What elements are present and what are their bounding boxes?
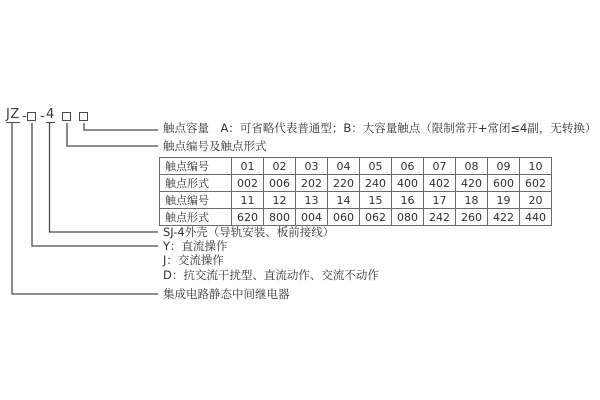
table-cell: 05: [360, 158, 392, 175]
row-header: 触点编号: [160, 192, 232, 209]
table-cell: 004: [296, 209, 328, 226]
table-cell: 800: [264, 209, 296, 226]
table-cell: 620: [232, 209, 264, 226]
table-cell: 220: [328, 175, 360, 192]
table-cell: 20: [520, 192, 552, 209]
annotation-product-name: 集成电路静态中间继电器: [163, 287, 290, 301]
table-cell: 04: [328, 158, 360, 175]
table-cell: 17: [424, 192, 456, 209]
table-cell: 18: [456, 192, 488, 209]
annotation-case: SJ-4外壳（导轨安装、板前接线）: [163, 225, 335, 239]
model-dash-1: -: [22, 109, 28, 124]
table-cell: 16: [392, 192, 424, 209]
table-cell: 060: [328, 209, 360, 226]
table-cell: 240: [360, 175, 392, 192]
table-cell: 12: [264, 192, 296, 209]
row-header: 触点形式: [160, 175, 232, 192]
contact-capacity-placeholder-box: [79, 112, 88, 121]
table-cell: 06: [392, 158, 424, 175]
leader-product-name-line: [12, 123, 158, 295]
table-cell: 260: [456, 209, 488, 226]
table-cell: 080: [392, 209, 424, 226]
annotation-anti-interference: D：抗交流干扰型、直流动作、交流不动作: [163, 268, 379, 282]
table-cell: 422: [488, 209, 520, 226]
table-cell: 03: [296, 158, 328, 175]
table-cell: 440: [520, 209, 552, 226]
table-cell: 600: [488, 175, 520, 192]
table-cell: 08: [456, 158, 488, 175]
table-cell: 07: [424, 158, 456, 175]
table-cell: 402: [424, 175, 456, 192]
annotation-dc-operation: Y：直流操作: [163, 239, 228, 253]
table-cell: 062: [360, 209, 392, 226]
annotation-contact-capacity: 触点容量 A：可省略代表普通型；B：大容量触点（限制常开+常闭≤4副，无转换）: [163, 121, 597, 135]
contact-number-placeholder-box: [62, 112, 71, 121]
contact-form-table: [159, 157, 552, 226]
table-row-contact-number-1: [160, 158, 552, 175]
table-cell: 19: [488, 192, 520, 209]
table-row-contact-form-2: [160, 209, 552, 226]
table-cell: 15: [360, 192, 392, 209]
table-cell: 400: [392, 175, 424, 192]
annotation-ac-operation: J：交流操作: [163, 253, 224, 267]
table-cell: 002: [232, 175, 264, 192]
table-cell: 242: [424, 209, 456, 226]
table-cell: 14: [328, 192, 360, 209]
table-cell: 11: [232, 192, 264, 209]
table-cell: 01: [232, 158, 264, 175]
row-header: 触点形式: [160, 209, 232, 226]
table-cell: 09: [488, 158, 520, 175]
table-cell: 006: [264, 175, 296, 192]
operation-type-placeholder-box: [27, 112, 36, 121]
leader-case-line: [50, 123, 159, 233]
table-cell: 202: [296, 175, 328, 192]
table-row-contact-form-1: [160, 175, 552, 192]
model-case-code: 4: [46, 107, 55, 122]
table-cell: 13: [296, 192, 328, 209]
table-cell: 02: [264, 158, 296, 175]
model-prefix: JZ: [6, 107, 20, 122]
leader-contact-number-form-line: [67, 123, 158, 146]
table-cell: 10: [520, 158, 552, 175]
leader-operation-type-line: [32, 123, 158, 246]
table-cell: 420: [456, 175, 488, 192]
table-row-contact-number-2: [160, 192, 552, 209]
row-header: 触点编号: [160, 158, 232, 175]
model-dash-2: -: [40, 109, 46, 124]
leader-contact-capacity-line: [84, 123, 158, 130]
table-cell: 602: [520, 175, 552, 192]
annotation-contact-number-form: 触点编号及触点形式: [163, 139, 267, 153]
